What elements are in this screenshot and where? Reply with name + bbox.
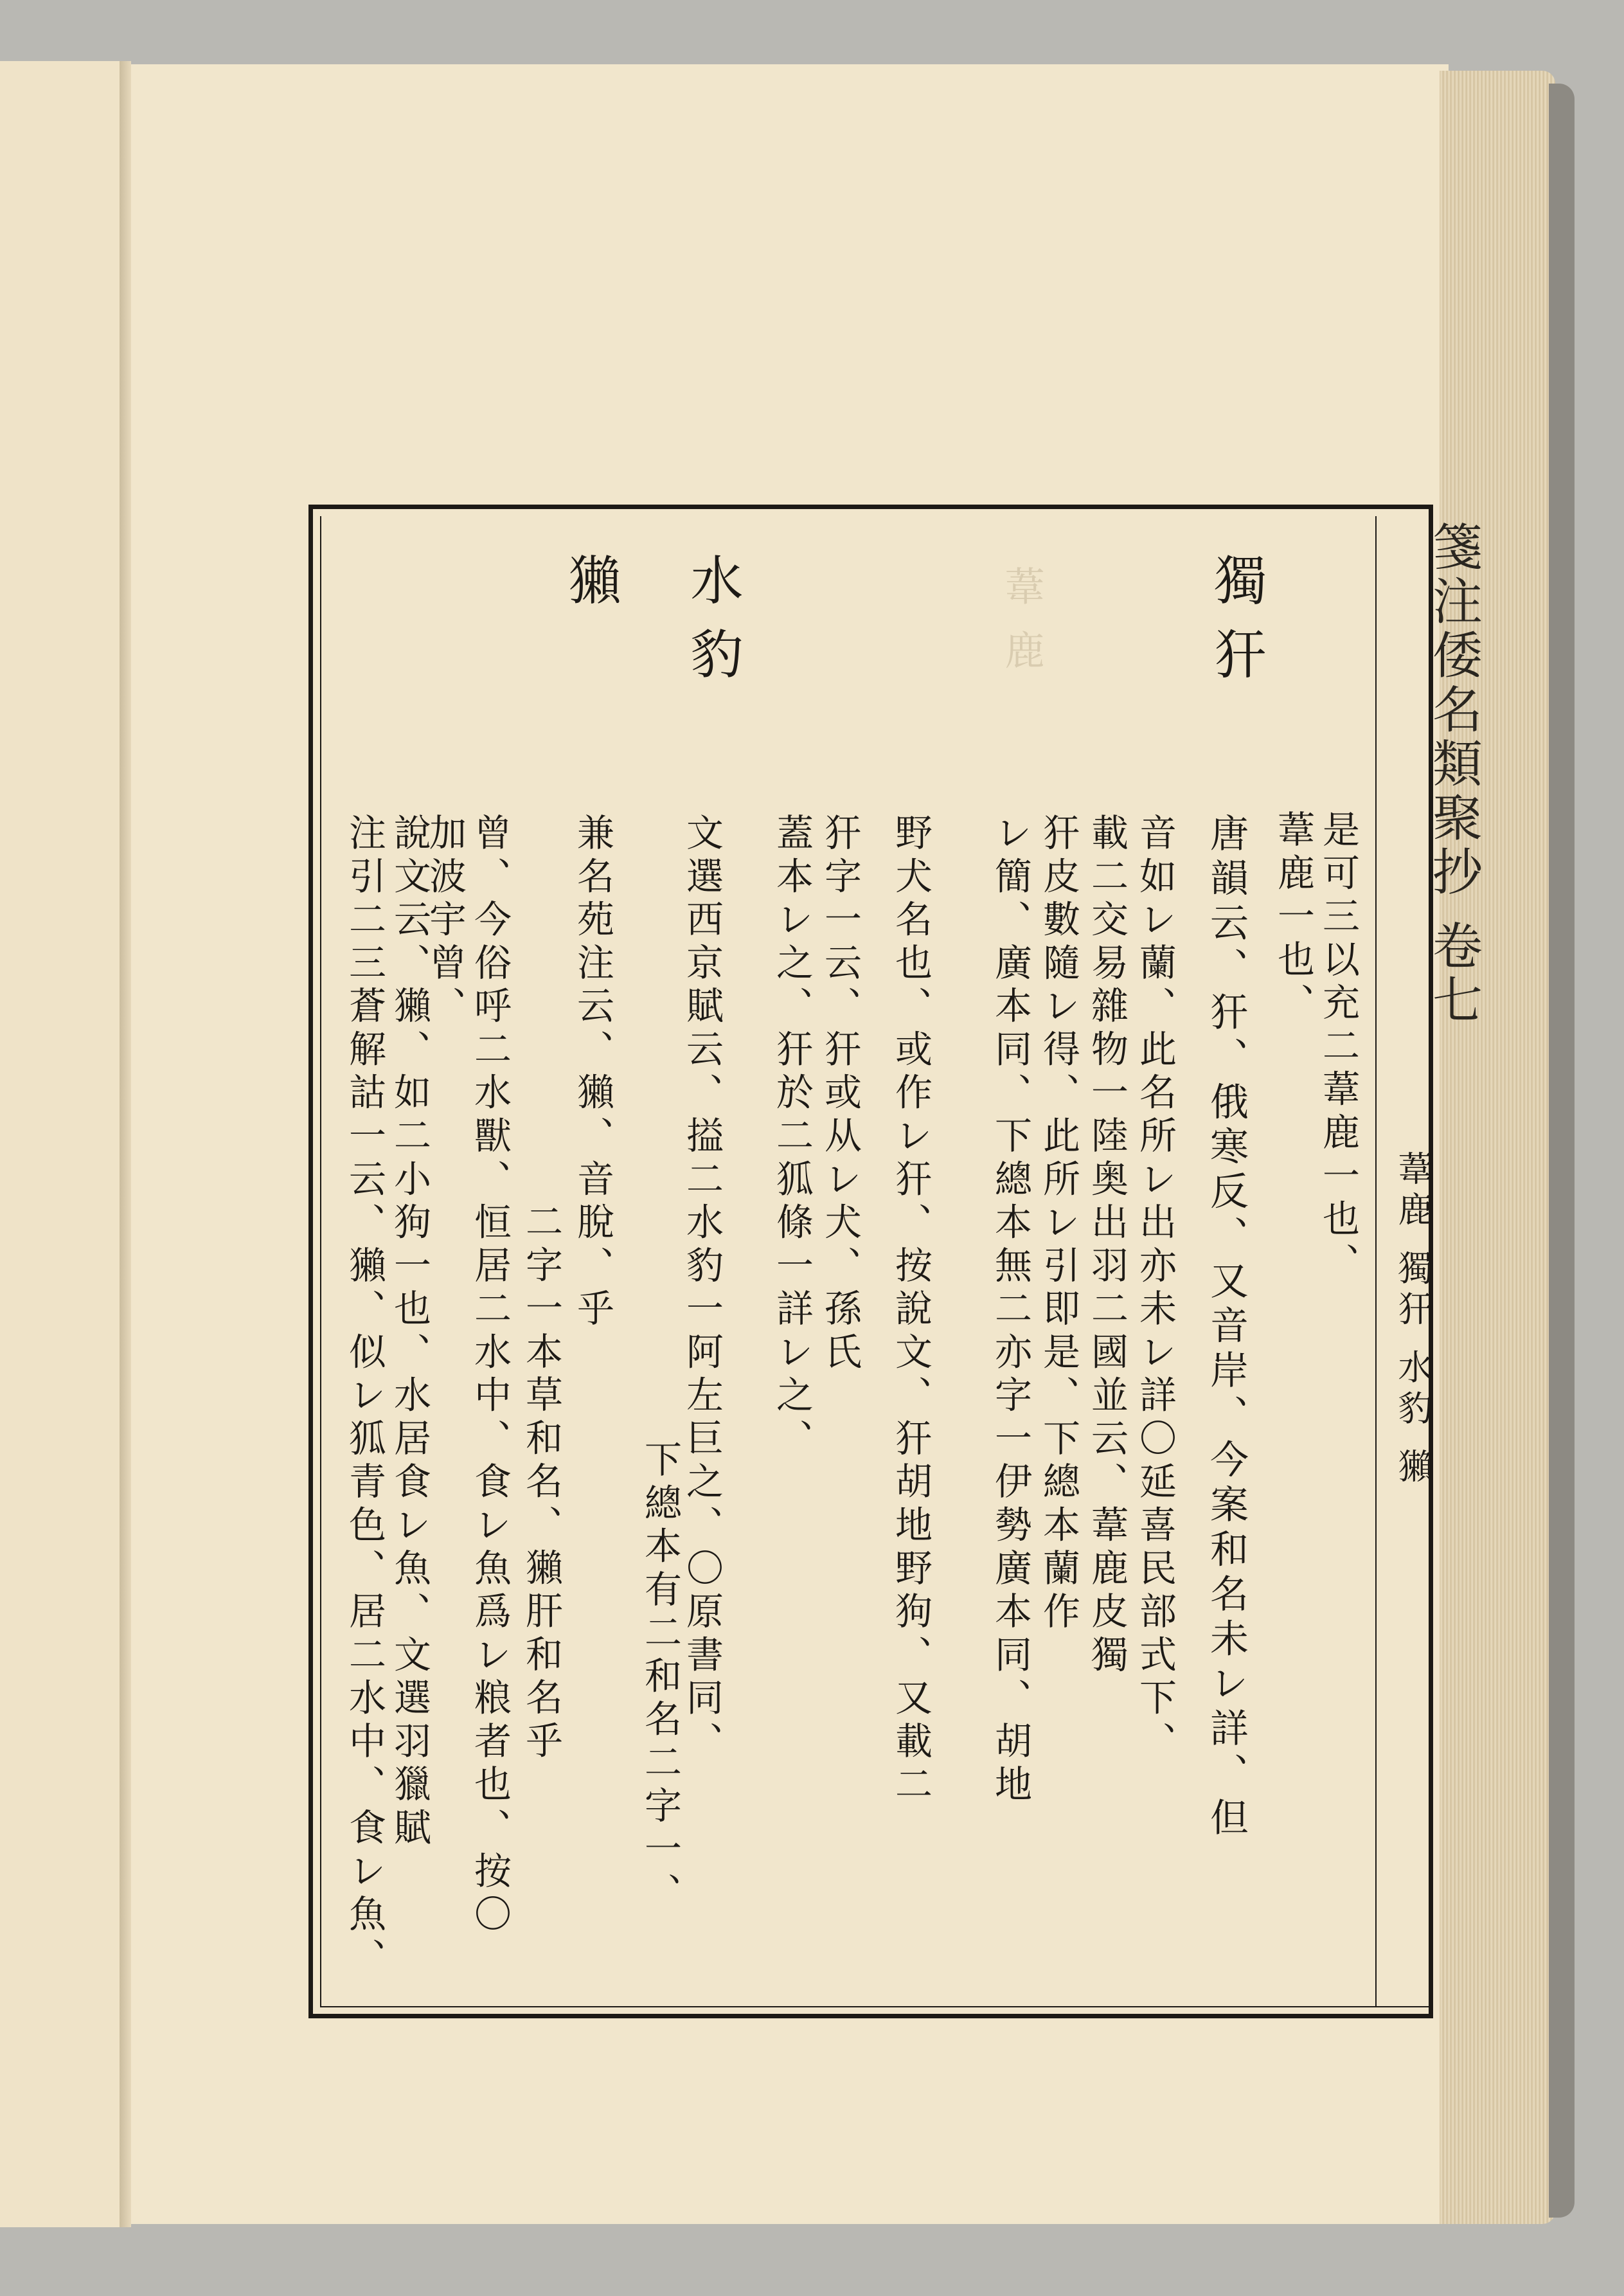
page-edges [1440, 71, 1555, 2224]
text-column: 葦鹿一也、 [1271, 810, 1315, 1027]
show-through-text: 葦鹿 [998, 566, 1045, 694]
text-column: 載二交易雜物一陸奥出羽二國並云、葦鹿皮獨 [1085, 813, 1129, 1678]
entry-heading: 獨犴 [1206, 553, 1267, 701]
text-column: 犴皮數隨レ得、此所レ引即是、下總本蘭作 [1037, 813, 1080, 1635]
text-column: 是可三以充二葦鹿一也、 [1316, 810, 1360, 1286]
text-column: 蓋本レ之、犴於二狐條一詳レ之、 [770, 813, 814, 1462]
running-title: 箋注倭名類聚抄 卷七 [1424, 521, 1482, 1028]
text-column: 犴字一云、犴或从レ犬、孫氏 [818, 813, 862, 1376]
entry-heading: 獺 [560, 553, 621, 627]
text-column: 文選西京賦云、搤二水豹一阿左巨之、〇原書同、 [680, 813, 724, 1765]
cover-edge [1549, 84, 1575, 2218]
text-column: 二字一本草和名、獺肝和名乎 [519, 1202, 563, 1764]
running-entry-words: 葦鹿 獨犴 水豹 獺 [1393, 1151, 1433, 1489]
text-column: 音如レ蘭、此名所レ出亦未レ詳〇延喜民部式下、 [1133, 813, 1177, 1765]
text-column: 曾、今俗呼二水獸、恒居二水中、食レ魚爲レ粮者也、按〇 [468, 813, 512, 1938]
text-column: 加波宇曾、 [423, 813, 467, 1030]
text-column: 野犬名也、或作レ犴、按說文、犴胡地野狗、又載二 [889, 813, 932, 1808]
text-column: レ簡、廣本同、下總本無二亦字一伊勢廣本同、胡地 [988, 813, 1032, 1808]
book-gutter [120, 61, 131, 2227]
hashira-rule [1375, 516, 1377, 2007]
entry-heading: 水豹 [682, 553, 743, 701]
text-column: 唐韻云、犴、俄寒反、又音岸、今案和名未レ詳、但 [1204, 813, 1249, 1842]
text-column: 注引二三蒼解詁一云、獺、似レ狐青色、居二水中、食レ魚、 [343, 813, 386, 1981]
text-column: 兼名苑注云、獺、音脫、乎 [571, 813, 614, 1332]
left-page [0, 61, 122, 2227]
text-column: 說文云、獺、如二小狗一也、水居食レ魚、文選羽獵賦 [388, 813, 431, 1851]
text-column: 下總本有二和名二字一、 [638, 1440, 682, 1916]
